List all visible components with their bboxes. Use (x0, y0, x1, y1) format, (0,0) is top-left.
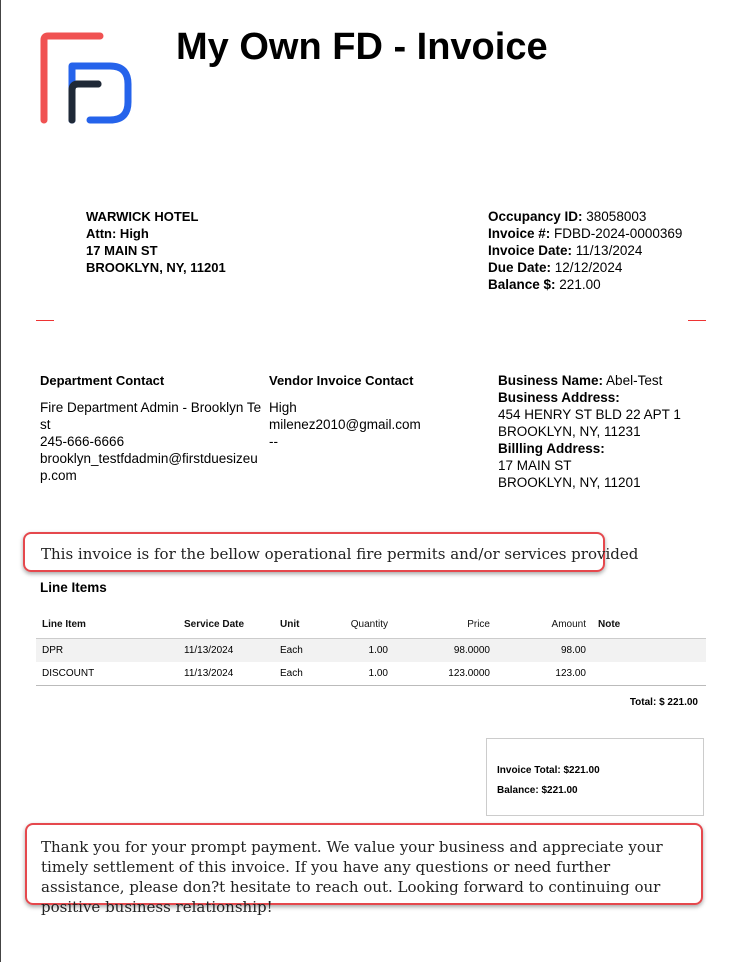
invoice-number-label: Invoice #: (488, 226, 551, 241)
bill-to-attn: Attn: High (86, 226, 149, 241)
invoice-summary-box (486, 738, 704, 816)
vendor-contact-extra: -- (269, 434, 278, 449)
cell-note (592, 662, 706, 686)
cell-unit: Each (274, 662, 326, 686)
cell-amount: 98.00 (496, 639, 592, 663)
vendor-contact-name: High (269, 400, 297, 415)
cell-note (592, 639, 706, 663)
divider-mark-left (36, 320, 54, 321)
cell-price: 98.0000 (394, 639, 496, 663)
occupancy-value: 38058003 (582, 209, 647, 224)
fd-logo-icon (38, 30, 134, 126)
vendor-contact (269, 372, 469, 450)
page-title: My Own FD - Invoice (176, 26, 548, 68)
column-header: Amount (496, 610, 592, 639)
intro-callout: This invoice is for the bellow operational fire permits and/or services provided (23, 532, 605, 572)
business-address-line1: 454 HENRY ST BLD 22 APT 1 (498, 407, 681, 422)
divider-mark-right (688, 320, 706, 321)
business-address-line2: BROOKLYN, NY, 11231 (498, 424, 641, 439)
cell-unit: Each (274, 639, 326, 663)
balance-value: 221.00 (555, 277, 601, 292)
department-contact (40, 372, 262, 484)
invoice-date-label: Invoice Date: (488, 243, 573, 258)
column-header: Price (394, 610, 496, 639)
invoice-date-value: 11/13/2024 (572, 243, 643, 258)
table-row (36, 639, 706, 663)
cell-line-item: DISCOUNT (36, 662, 178, 686)
column-header: Line Item (36, 610, 178, 639)
cell-service-date: 11/13/2024 (178, 662, 274, 686)
balance-label: Balance $: (488, 277, 556, 292)
cell-quantity: 1.00 (326, 639, 394, 663)
table-header-row (36, 610, 706, 639)
invoice-meta (488, 208, 682, 293)
bill-to-name: WARWICK HOTEL (86, 209, 199, 224)
due-date-label: Due Date: (488, 260, 552, 275)
invoice-number-value: FDBD-2024-0000369 (550, 226, 683, 241)
billing-address-line2: BROOKLYN, NY, 11201 (498, 475, 641, 490)
department-contact-email: brooklyn_testfdadmin@firstduesizeup.com (40, 451, 258, 483)
bill-to-city: BROOKLYN, NY, 11201 (86, 260, 226, 275)
column-header: Service Date (178, 610, 274, 639)
page-edge (0, 0, 1, 962)
table-total: Total: $ 221.00 (629, 697, 698, 708)
cell-quantity: 1.00 (326, 662, 394, 686)
department-contact-phone: 245-666-6666 (40, 434, 125, 449)
business-name-label: Business Name: (498, 373, 604, 388)
billing-address-label: Billling Address: (498, 441, 605, 456)
business-address-label: Business Address: (498, 390, 620, 405)
occupancy-label: Occupancy ID: (488, 209, 583, 224)
department-contact-heading: Department Contact (40, 373, 165, 388)
thank-you-callout: Thank you for your prompt payment. We value your business and appreciate your timely settlement of this invoice. If you have any questions or need further assistance, please don?t hesitate to reach out. Looking forward to continuing our positive business relationship! (25, 823, 703, 905)
vendor-contact-email: milenez2010@gmail.com (269, 417, 421, 432)
line-items-title: Line Items (40, 580, 107, 595)
column-header: Quantity (326, 610, 394, 639)
invoice-total: Invoice Total: $221.00 (497, 765, 600, 776)
column-header: Unit (274, 610, 326, 639)
bill-to-address (86, 208, 226, 276)
cell-amount: 123.00 (496, 662, 592, 686)
business-name-value: Abel-Test (603, 373, 663, 388)
column-header: Note (592, 610, 706, 639)
due-date-value: 12/12/2024 (551, 260, 623, 275)
summary-balance: Balance: $221.00 (497, 785, 578, 796)
line-items-table (36, 610, 706, 686)
cell-price: 123.0000 (394, 662, 496, 686)
billing-address-line1: 17 MAIN ST (498, 458, 572, 473)
cell-line-item: DPR (36, 639, 178, 663)
vendor-contact-heading: Vendor Invoice Contact (269, 373, 414, 388)
cell-service-date: 11/13/2024 (178, 639, 274, 663)
bill-to-street: 17 MAIN ST (86, 243, 158, 258)
department-contact-name: Fire Department Admin - Brooklyn Test (40, 400, 262, 432)
table-row (36, 662, 706, 686)
business-info (498, 372, 708, 491)
